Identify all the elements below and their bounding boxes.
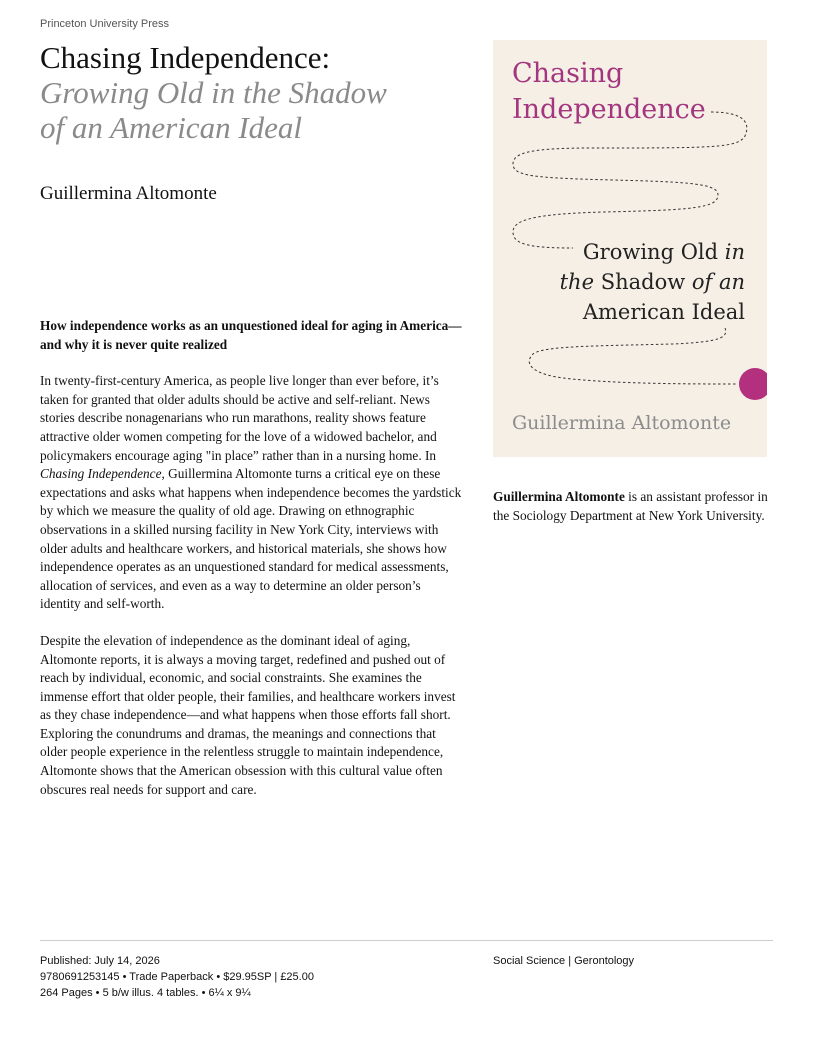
book-description	[40, 317, 464, 817]
bio-text: is an assistant professor in the Sociology Department at New York University.	[493, 489, 768, 523]
book-subtitle-line-1: Growing Old in the Shadow	[40, 75, 387, 110]
book-title: Chasing Independence:	[40, 40, 331, 75]
cover-author: Guillermina Altomonte	[512, 412, 732, 434]
footer-published-date: Published: July 14, 2026	[40, 955, 160, 967]
cover-magenta-dot	[739, 368, 767, 400]
cover-sub-text: Shadow	[594, 270, 692, 294]
footer-publication-info	[40, 953, 314, 1001]
cover-subtitle	[560, 237, 745, 327]
description-p1-end: , Guillermina Altomonte turns a critical eye on these expectations and asks what happens when independence becomes the yardstick by which we measure the quality of old age. Drawing on ethnographic observations in a skilled nursing facility in New York City, interviews with older adults and healthcare workers, and historical materials, she shows how independence operates as an unquestioned standard for medical assessments, allocation of services, and even as a way to determine an older person’s identity and self-worth.	[40, 466, 462, 612]
publisher-name: Princeton University Press	[40, 18, 169, 30]
cover-subtitle-line-1	[560, 237, 745, 267]
description-p1-start: In twenty-first-century America, as people live longer than ever before, it’s taken for granted that older adults should be active and self-reliant. News stories describe nonagenarians who run marathons, reality shows feature attractive older women competing for the love of a widowed bachelor, and policymakers encourage aging "in place” rather than in a nursing home. In	[40, 373, 439, 463]
book-author: Guillermina Altomonte	[40, 183, 217, 204]
cover-sub-italic: in	[724, 240, 745, 264]
description-paragraph-1	[40, 372, 464, 614]
footer-divider	[40, 940, 773, 941]
cover-subtitle-line-2	[560, 267, 745, 297]
cover-sub-text: Growing Old	[582, 240, 725, 264]
book-title-block	[40, 40, 480, 145]
cover-sub-italic: the	[559, 270, 595, 294]
bio-author-name: Guillermina Altomonte	[493, 489, 625, 504]
description-p1-italic-title: Chasing Independence	[40, 466, 162, 482]
cover-subtitle-line-3: American Ideal	[582, 300, 745, 324]
cover-sub-italic: of an	[691, 270, 745, 294]
footer-specs: 264 Pages • 5 b/w illus. 4 tables. • 6¼ x 9¼	[40, 987, 251, 999]
book-subtitle-line-2: of an American Ideal	[40, 110, 303, 145]
footer-isbn-price: 9780691253145 • Trade Paperback • $29.95SP | £25.00	[40, 971, 314, 983]
cover-title-line-2: Independence	[512, 94, 706, 125]
footer-subjects: Social Science | Gerontology	[493, 955, 635, 967]
description-paragraph-2: Despite the elevation of independence as the dominant ideal of aging, Altomonte reports, it is always a moving target, redefined and pushed out of reach by individual, economic, and social constraints. She examines the immense effort that older people, their families, and healthcare workers invest as they chase independence—and what happens when those efforts fall short. Exploring the conundrums and dramas, the meanings and connections that older people experience in the relentless struggle to maintain independence, Altomonte shows that the American obsession with this cultural value often obscures real needs for support and care.	[40, 632, 456, 797]
description-tagline: How independence works as an unquestioned ideal for aging in America—and why it is never quite realized	[40, 318, 462, 352]
author-bio	[493, 488, 773, 525]
book-cover	[493, 40, 767, 457]
cover-title-line-1: Chasing	[512, 58, 624, 89]
